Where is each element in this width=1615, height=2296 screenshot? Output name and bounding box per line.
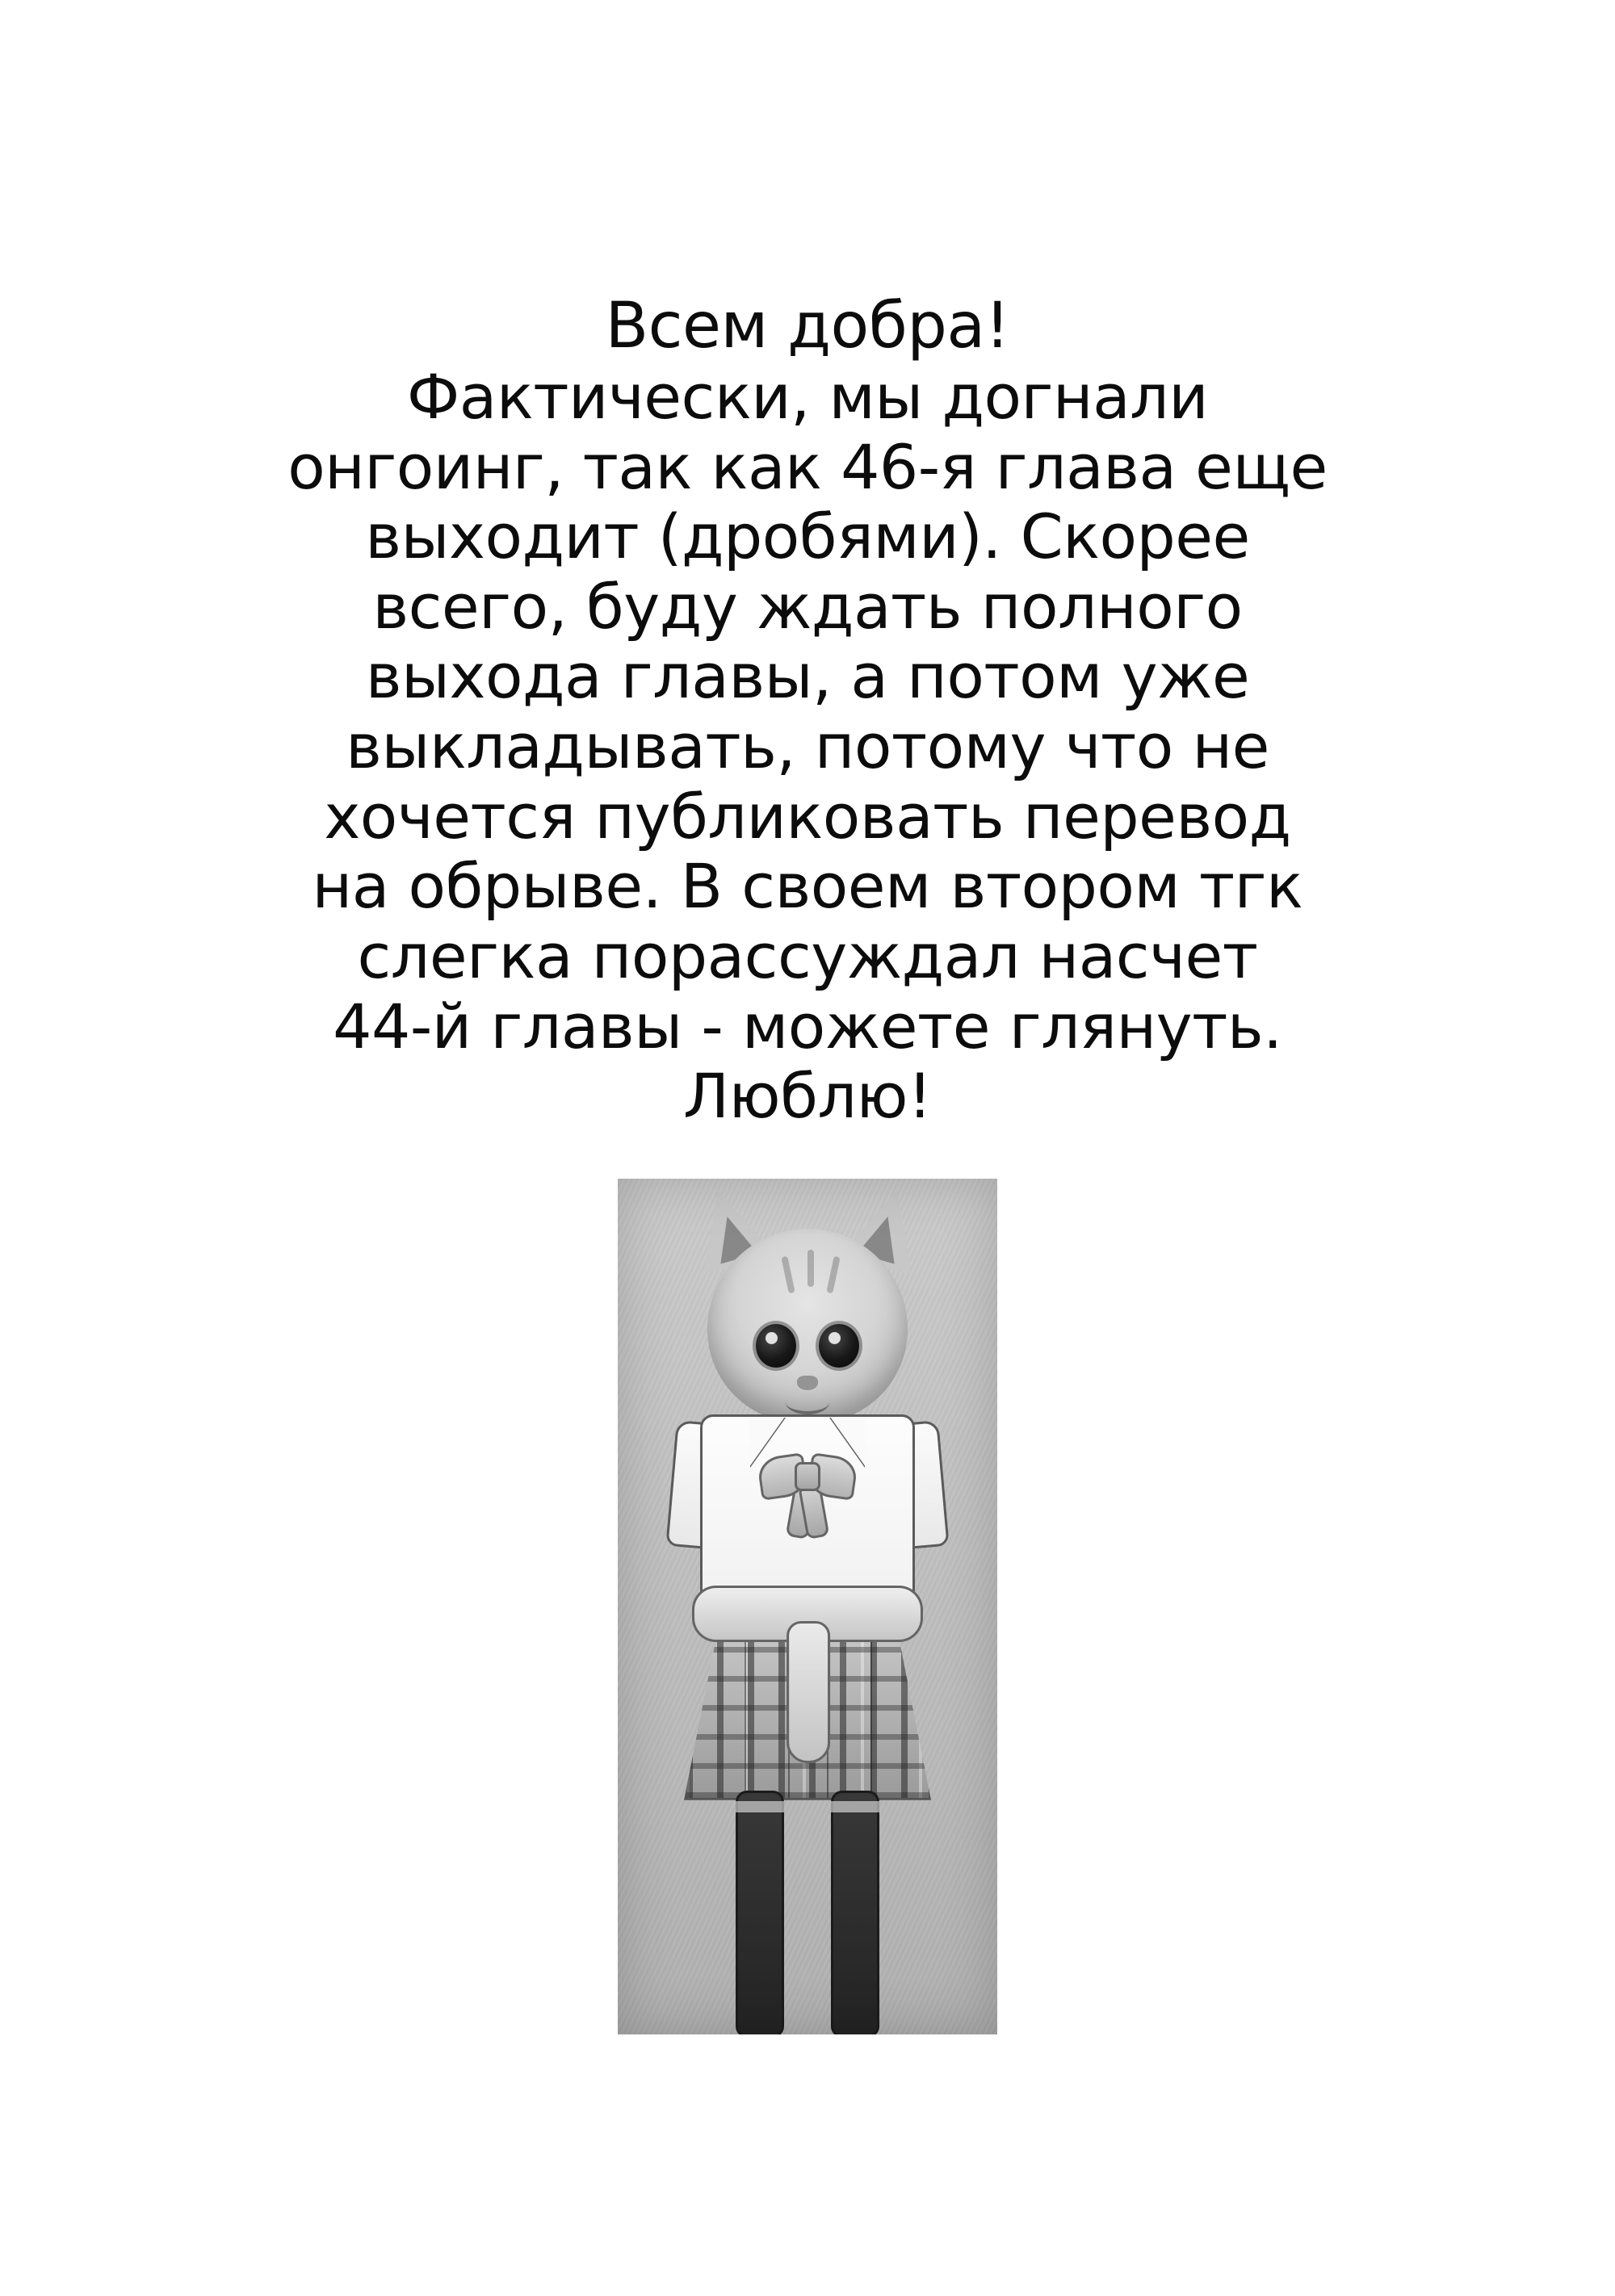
note-line: на обрыве. В своем втором тгк [312, 850, 1303, 923]
thigh-high-sock-right [831, 1791, 879, 2034]
forehead-stripe [826, 1255, 840, 1293]
eye-left-icon [756, 1324, 796, 1368]
kitten-uniform-photo [618, 1179, 997, 2034]
bow-knot [795, 1462, 820, 1491]
sweater-sleeve-hanging [787, 1621, 830, 1763]
note-line: выкладывать, потому что не [346, 710, 1269, 783]
note-line: Фактически, мы догнали [406, 360, 1209, 433]
school-shirt [700, 1414, 915, 1610]
ribbon-bow-icon [759, 1452, 856, 1498]
skirt-pleat [745, 1628, 746, 1798]
note-line: выходит (дробями). Скорее [365, 501, 1250, 573]
school-uniform [674, 1414, 941, 2028]
note-line: онгоинг, так как 46-я глава еще [287, 430, 1328, 503]
note-line: хочется публиковать перевод [324, 780, 1291, 853]
mouth-icon [786, 1390, 829, 1414]
nose-icon [797, 1376, 818, 1390]
forehead-stripe [808, 1250, 814, 1287]
forehead-stripe [781, 1255, 795, 1293]
note-line: всего, буду ждать полного [372, 570, 1243, 643]
note-line: выхода главы, а потом уже [365, 640, 1250, 713]
eye-right-icon [819, 1324, 859, 1368]
note-line: Всем добра! [605, 290, 1010, 362]
head-shape [707, 1229, 908, 1422]
note-line: слегка порассуждал насчет [357, 920, 1258, 992]
translator-note [178, 291, 1437, 1132]
note-line: Люблю! [682, 1060, 932, 1133]
skirt-pleat [870, 1628, 872, 1798]
thigh-high-sock-left [736, 1791, 784, 2034]
note-line: 44-й главы - можете глянуть. [333, 990, 1282, 1062]
